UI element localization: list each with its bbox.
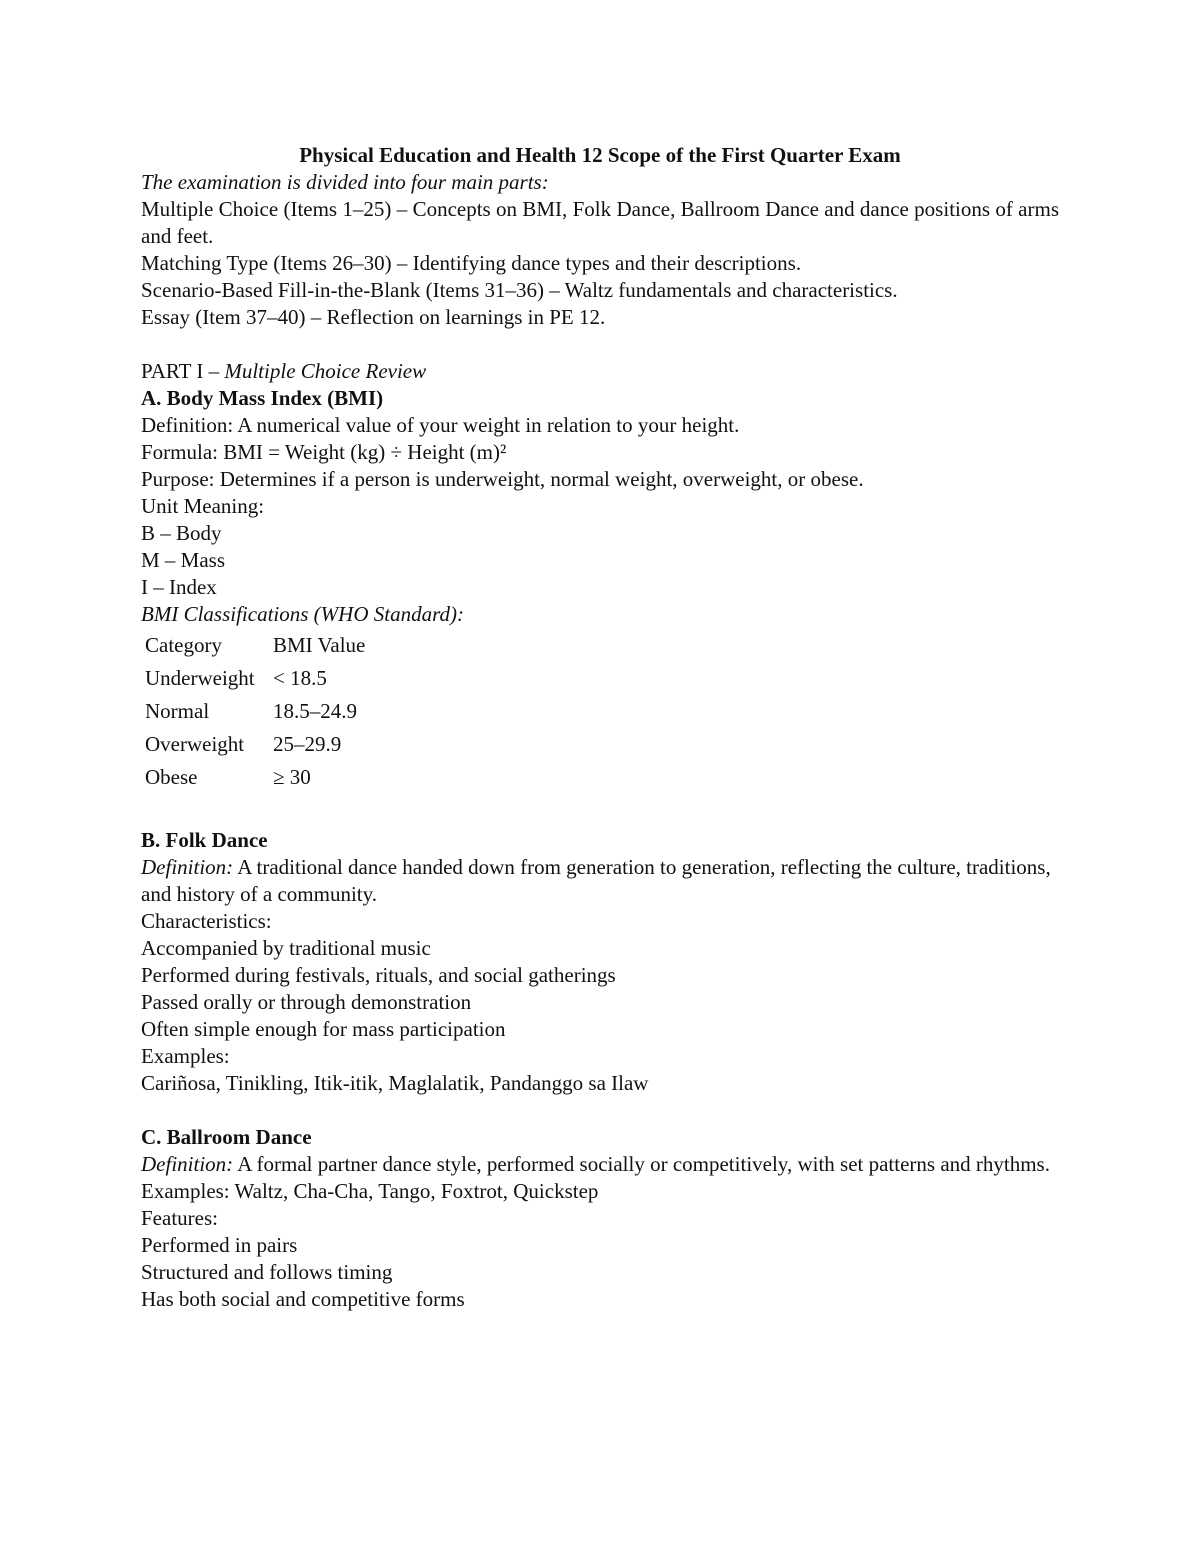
ballroom-features-label: Features: — [141, 1206, 218, 1230]
bmi-unit-i: I – Index — [141, 575, 217, 599]
bmi-classifications-label: BMI Classifications (WHO Standard): — [141, 602, 464, 626]
bmi-classification-table — [141, 630, 369, 795]
folk-characteristic-item: Passed orally or through demonstration — [141, 990, 472, 1014]
table-cell-category: Obese — [145, 765, 198, 789]
ballroom-feature-item: Performed in pairs — [141, 1233, 298, 1257]
intro-lead: The examination is divided into four main parts: — [141, 170, 549, 194]
table-cell-value: 18.5–24.9 — [273, 699, 357, 723]
table-row — [141, 696, 369, 729]
folk-characteristics-label: Characteristics: — [141, 909, 272, 933]
spacer — [141, 1097, 1059, 1124]
bmi-heading: A. Body Mass Index (BMI) — [141, 386, 384, 410]
folk-examples: Cariñosa, Tinikling, Itik-itik, Maglalatik, Pandanggo sa Ilaw — [141, 1071, 649, 1095]
table-cell-value: ≥ 30 — [273, 765, 311, 789]
table-row — [141, 663, 369, 696]
ballroom-examples: Examples: Waltz, Cha-Cha, Tango, Foxtrot, Quickstep — [141, 1179, 599, 1203]
folk-characteristic-item: Performed during festivals, rituals, and social gatherings — [141, 963, 616, 987]
bmi-purpose: Purpose: Determines if a person is underweight, normal weight, overweight, or obese. — [141, 467, 864, 491]
bmi-unit-m: M – Mass — [141, 548, 226, 572]
table-row — [141, 729, 369, 762]
document-page — [141, 142, 1059, 1313]
part1-heading — [141, 358, 1059, 385]
table-cell-value: 25–29.9 — [273, 732, 342, 756]
folk-examples-label: Examples: — [141, 1044, 230, 1068]
part1-title: Multiple Choice Review — [224, 359, 427, 383]
spacer — [141, 331, 1059, 358]
table-header-cell: BMI Value — [273, 633, 366, 657]
folk-characteristic-item: Often simple enough for mass participation — [141, 1017, 506, 1041]
document-title: Physical Education and Health 12 Scope of the First Quarter Exam — [299, 143, 901, 167]
table-cell-category: Underweight — [145, 666, 255, 690]
table-cell-category: Overweight — [145, 732, 245, 756]
intro-part-essay: Essay (Item 37–40) – Reflection on learnings in PE 12. — [141, 305, 606, 329]
ballroom-feature-item: Structured and follows timing — [141, 1260, 393, 1284]
table-header-cell: Category — [145, 633, 222, 657]
folk-definition-text: A traditional dance handed down from generation to generation, reflecting the culture, traditions, and history of a community. — [141, 855, 1051, 906]
table-cell-category: Normal — [145, 699, 210, 723]
folk-definition — [141, 854, 1059, 908]
ballroom-definition-label: Definition: — [141, 1152, 234, 1176]
table-header-row — [141, 630, 369, 663]
bmi-formula: Formula: BMI = Weight (kg) ÷ Height (m)² — [141, 440, 507, 464]
folk-definition-label: Definition: — [141, 855, 234, 879]
ballroom-definition — [141, 1151, 1059, 1178]
intro-part-fill-in: Scenario-Based Fill-in-the-Blank (Items 31–36) – Waltz fundamentals and characteristics. — [141, 278, 898, 302]
bmi-unit-b: B – Body — [141, 521, 222, 545]
table-cell-value: < 18.5 — [273, 666, 327, 690]
bmi-unit-label: Unit Meaning: — [141, 494, 265, 518]
ballroom-feature-item: Has both social and competitive forms — [141, 1287, 465, 1311]
part1-prefix: PART I – — [141, 359, 225, 383]
spacer — [141, 800, 1059, 827]
table-row — [141, 762, 369, 795]
intro-part-matching: Matching Type (Items 26–30) – Identifying dance types and their descriptions. — [141, 251, 802, 275]
folk-heading: B. Folk Dance — [141, 828, 268, 852]
folk-characteristic-item: Accompanied by traditional music — [141, 936, 431, 960]
ballroom-heading: C. Ballroom Dance — [141, 1125, 312, 1149]
bmi-definition: Definition: A numerical value of your weight in relation to your height. — [141, 413, 740, 437]
ballroom-definition-text: A formal partner dance style, performed socially or competitively, with set patterns and rhythms. — [233, 1152, 1050, 1176]
intro-part-multiple-choice: Multiple Choice (Items 1–25) – Concepts on BMI, Folk Dance, Ballroom Dance and dance positions of arms and feet. — [141, 197, 1059, 248]
